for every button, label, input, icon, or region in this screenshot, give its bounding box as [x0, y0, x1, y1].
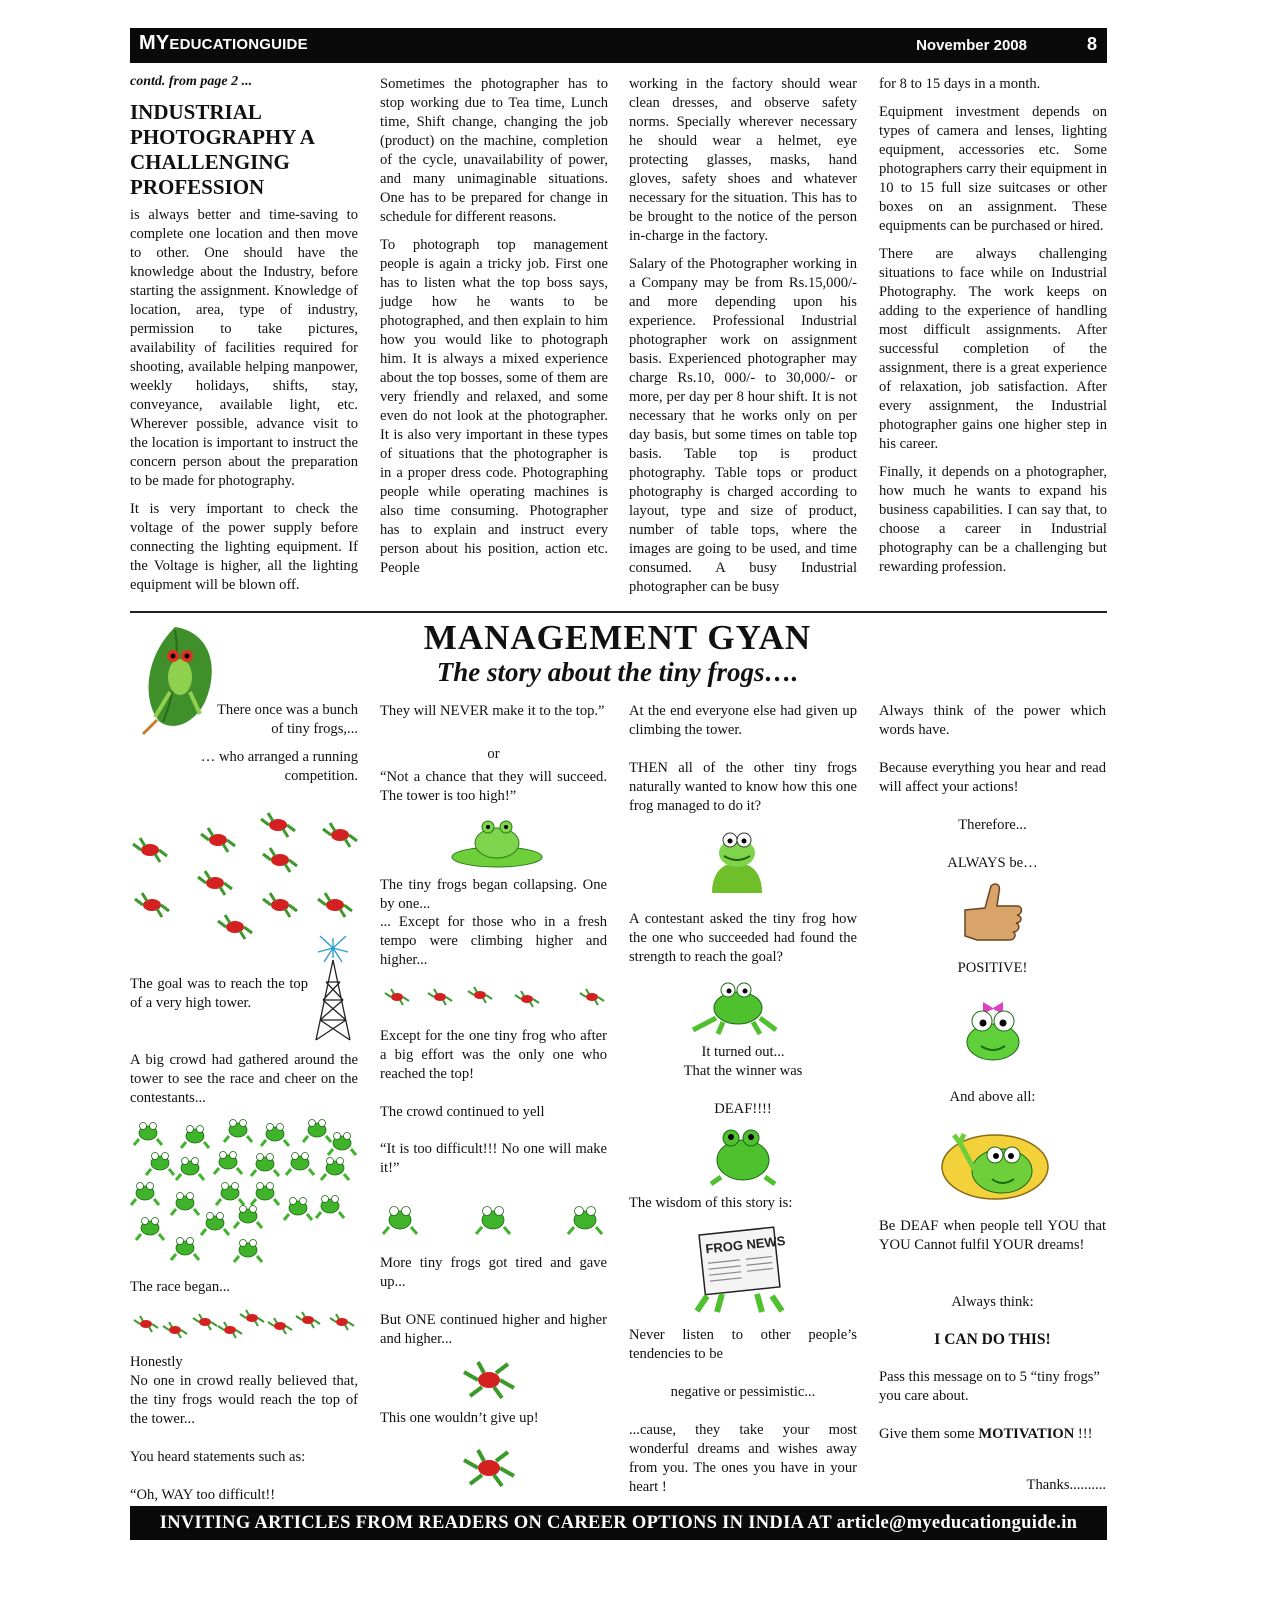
climbing-frogs-illustration — [380, 985, 608, 1010]
story-text: Except for the one tiny frog who after a big effort was the only one who reached the top! — [380, 1028, 607, 1082]
story-text: POSITIVE! — [957, 960, 1028, 976]
article-column-3 — [629, 75, 857, 606]
story-text: At the end everyone else had given up climbing the tower. — [629, 703, 857, 738]
story-text: … who arranged a running competition. — [200, 749, 358, 784]
story-text: There once was a bunch of tiny frogs,... — [216, 702, 358, 737]
section-title: MANAGEMENT GYAN — [423, 618, 812, 657]
story-text: The tiny frogs began collapsing. One by one... — [380, 877, 607, 912]
frog-reading-newspaper-image — [692, 1226, 787, 1316]
story-text: or — [487, 746, 500, 762]
story-text: I CAN DO THIS! — [934, 1331, 1051, 1348]
story-text: They will NEVER make it to the top.” — [380, 703, 605, 719]
page-number: 8 — [1086, 34, 1097, 54]
happy-frog-with-bow-image — [955, 994, 1030, 1066]
story-text: Be DEAF when people tell YOU that YOU Cannot fulfil YOUR dreams! — [879, 1218, 1106, 1253]
continued-from: contd. from page 2 ... — [130, 74, 253, 89]
paragraph: To photograph top management people is again a tricky job. First one has to listen what the top boss says, judge how he wants to be photographed, and then explain to him how you would like to photograph him. It is always a mixed experience about the top bosses, some of them are very friendly and relaxed, and some even do not look at the photographer. It is also very important in these types of situations that the photographer is in a proper dress code. Photographing people while operating machines is also time consuming. Photographer has to explain and instruct every person about his position, action etc. People — [380, 237, 608, 576]
story-text: But ONE continued higher and higher and higher... — [380, 1312, 607, 1347]
paragraph: Finally, it depends on a photographer, how much he wants to expand his business capabilities. I can say that, to choose a career in Industrial photography can be a challenging but rewarding profession. — [879, 464, 1107, 575]
paragraph: Equipment investment depends on types of camera and lenses, lighting equipment, accessories etc. Some photographers carry their equipment in 10 to 15 full size suitcases or other boxes on an assignment. These equipments can be purchased or hired. — [879, 104, 1107, 234]
footer-banner: INVITING ARTICLES FROM READERS ON CAREER OPTIONS IN INDIA AT article@myeducationguide.in — [130, 1506, 1107, 1540]
story-text: Always think: — [951, 1294, 1034, 1310]
running-frogs-illustration — [130, 815, 360, 945]
story-text: DEAF!!!! — [714, 1101, 772, 1117]
frog-on-lily-pad-image — [450, 815, 545, 870]
story-text: Give them some MOTIVATION !!! — [879, 1426, 1093, 1442]
paragraph: There are always challenging situations to face while on Industrial Photography. The work keeps on adding to the experience of handling most difficult assignments. After successful completion of the assignment, there is a great experience of relaxation, job satisfaction. After every assignment, the Industrial photographer gains one higher step in his career. — [879, 246, 1107, 452]
jumping-frog-image — [688, 980, 778, 1035]
story-text: “It is too difficult!!! No one will make it!” — [380, 1141, 607, 1176]
story-text: negative or pessimistic... — [670, 1384, 816, 1400]
racing-frogs-illustration — [130, 1310, 360, 1340]
paragraph: is always better and time-saving to complete one location and then move to other. One should have the knowledge about the Industry, before starting the assignment. Knowledge of location, area, type of industry, permission to take pictures, availability of facilities required for shooting, available helping manpower, weekly holidays, shifts, stay, conveyance, available light, etc. Wherever possible, advance visit to the location is important to instruct the concern person about the preparation to be made for photography. — [130, 207, 358, 489]
story-text: ... Except for those who in a fresh tempo were climbing higher and higher... — [380, 914, 607, 968]
story-text: “Oh, WAY too difficult!! — [130, 1487, 276, 1503]
story-text: The goal was to reach the top of a very high tower. — [130, 976, 308, 1011]
story-text: It turned out... — [701, 1044, 785, 1060]
story-text: Always think of the power which words have. — [879, 703, 1106, 738]
waving-frog-image — [940, 1125, 1050, 1200]
story-text: Thanks.......... — [1026, 1477, 1106, 1493]
story-text: This one wouldn’t give up! — [380, 1410, 539, 1426]
article-column-4 — [879, 75, 1107, 586]
issue-date: November 2008 — [916, 37, 1027, 54]
story-text: More tiny frogs got tired and gave up... — [380, 1255, 607, 1290]
article-column-2 — [380, 75, 608, 587]
story-text: A big crowd had gathered around the tower to see the race and cheer on the contestants... — [130, 1052, 358, 1106]
story-text: Honestly — [130, 1354, 183, 1370]
paragraph: Salary of the Photographer working in a Company may be from Rs.15,000/- and more depending upon his experience. Professional Industrial photographer work on assignment basis. Experienced photographer may charge Rs.10, 000/- to 30,000/- or more, per day per 8 hour shift. It is not necessary that he works only on per day basis, but some times on table top basis. Table top is product photography. Table tops or product photography is charged according to layout, type and size of product, number of table tops, where the images are going to be used, and time consumed. A busy Industrial photographer can be busy — [629, 256, 857, 595]
section-subtitle: The story about the tiny frogs…. — [436, 657, 799, 687]
story-text: That the winner was — [683, 1063, 803, 1079]
story-text: The wisdom of this story is: — [629, 1195, 793, 1211]
newspaper-headline: FROG NEWS — [704, 1233, 787, 1257]
story-text: The crowd continued to yell — [380, 1104, 545, 1120]
header-bar — [130, 28, 1107, 63]
paragraph: working in the factory should wear clean dresses, and observe safety norms. Specially wherever necessary he should wear a helmet, eye protecting glasses, masks, hand gloves, safety shoes and whatever necessary for the situation. This has to be brought to the notice of the person in-charge in the factory. — [629, 76, 857, 244]
tower-icon — [308, 930, 358, 1045]
article-column-1 — [130, 72, 358, 604]
story-text: ALWAYS be… — [947, 855, 1038, 871]
paragraph: It is very important to check the voltage of the power supply before connecting the lighting equipment. If the Voltage is higher, all the lighting equipment will be blown off. — [130, 501, 358, 593]
climbing-frog-image — [458, 1360, 520, 1400]
story-text: “Not a chance that they will succeed. The tower is too high!” — [380, 769, 607, 804]
story-text: Pass this message on to 5 “tiny frogs” you care about. — [879, 1369, 1100, 1404]
story-text: The race began... — [130, 1279, 231, 1295]
thumbs-up-icon — [957, 880, 1025, 942]
paragraph: Sometimes the photographer has to stop working due to Tea time, Lunch time, Shift change, changing the job (product) on the machine, completion of the cycle, unavailability of power, and many unimaginable situations. One has to be prepared for change in schedule for different reasons. — [380, 76, 608, 225]
story-text: Because everything you hear and read will affect your actions! — [879, 760, 1106, 795]
story-text: Never listen to other people’s tendencies to be — [629, 1327, 857, 1362]
paragraph: for 8 to 15 days in a month. — [879, 76, 1041, 92]
story-text: THEN all of the other tiny frogs naturally wanted to know how this one frog managed to do it? — [629, 760, 857, 814]
story-text: No one in crowd really believed that, the tiny frogs would reach the top of the tower... — [130, 1373, 358, 1427]
story-text: You heard statements such as: — [130, 1449, 306, 1465]
section-divider — [130, 611, 1107, 613]
sitting-frog-image — [707, 1122, 777, 1184]
climbing-frog-image — [458, 1448, 520, 1488]
brand-logo: MYEDUCATIONGUIDE — [139, 32, 308, 54]
crowd-of-frogs-illustration — [130, 1118, 360, 1268]
story-text: A contestant asked the tiny frog how the one who succeeded had found the strength to reach the goal? — [629, 911, 857, 965]
story-text: And above all: — [949, 1089, 1036, 1105]
story-text: ...cause, they take your most wonderful dreams and wishes away from you. The ones you have in your heart ! — [629, 1422, 857, 1495]
story-text: Therefore... — [958, 817, 1027, 833]
three-frogs-illustration — [380, 1198, 608, 1238]
article-headline: INDUSTRIAL PHOTOGRAPHY A CHALLENGING PROFESSION — [130, 100, 314, 199]
kermit-frog-image — [702, 828, 772, 893]
